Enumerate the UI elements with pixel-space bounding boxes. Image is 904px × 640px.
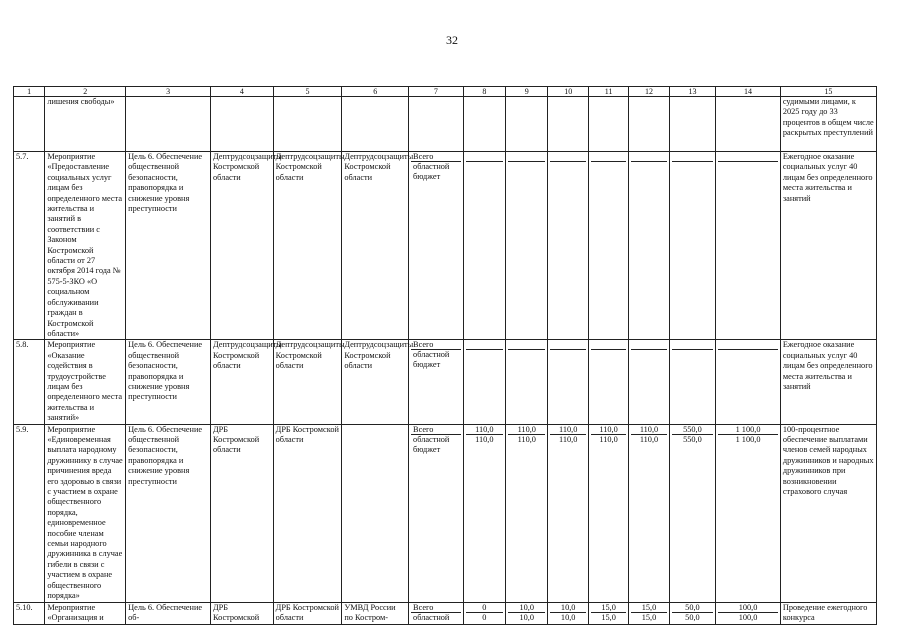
total-value <box>591 152 626 162</box>
total-value <box>508 152 545 162</box>
measure-name: Мероприятие «Единовременная выплата народному дружиннику в случае причинения вреда его здоровью в связи с участием в охране общественного порядка, единовременное пособие членам семьи народного дружинника в случае гибели в связи с участием в охране общественного порядка» <box>45 424 126 602</box>
responsible-executor: Дептрудсоцзащиты Костромской области <box>211 340 274 424</box>
funding-value-cell <box>669 340 715 424</box>
measure-name: Мероприятие «Предоставление социальных услуг лицам без определенного места жительства и занятий в соответствии с Законом Костромской области от 27 октября 2014 года № 575-5-ЗКО «О социальном обслуживании граждан в Костромской области» <box>45 152 126 340</box>
cont-measure-cell: лишения свободы» <box>45 97 126 152</box>
funding-source-cell <box>409 602 464 624</box>
goal-text: Цель 6. Обеспечение об- <box>126 602 211 624</box>
column-number-row <box>14 87 877 97</box>
measure-name: Мероприятие «Организация и <box>45 602 126 624</box>
budget-value: 1 100,0 <box>735 434 761 444</box>
empty-cell <box>588 97 628 152</box>
funding-value-cell <box>716 424 781 602</box>
funding-value-cell <box>669 424 715 602</box>
budget-value <box>631 350 666 360</box>
funding-total-label: Всего <box>411 152 461 162</box>
row-number: 5.9. <box>14 424 45 602</box>
budget-value: 100,0 <box>738 612 758 622</box>
funding-value-cell <box>716 602 781 624</box>
column-number-6: 6 <box>342 87 409 97</box>
funding-value-cell <box>669 152 715 340</box>
total-value: 110,0 <box>466 425 503 435</box>
funding-value-cell <box>548 602 588 624</box>
funding-budget-label: областной <box>413 612 450 622</box>
total-value <box>550 152 585 162</box>
total-value: 50,0 <box>672 603 713 613</box>
budget-value <box>591 162 626 172</box>
funding-value-cell <box>629 424 669 602</box>
funding-budget-label: областной бюджет <box>413 350 450 370</box>
expected-result: Ежегодное оказание социальных услуг 40 лицам без определенного места жительства и занятий <box>780 152 876 340</box>
measure-row <box>14 602 877 624</box>
total-value: 100,0 <box>718 603 778 613</box>
empty-cell <box>669 97 715 152</box>
empty-cell <box>126 97 211 152</box>
budget-value <box>672 162 713 172</box>
co-executor: ДРБ Костромской области <box>273 424 342 602</box>
budget-value <box>466 350 503 360</box>
measure-row <box>14 424 877 602</box>
budget-value: 110,0 <box>475 434 494 444</box>
budget-value: 550,0 <box>683 434 702 444</box>
funding-value-cell <box>588 602 628 624</box>
expected-result: Ежегодное оказание социальных услуг 40 лицам без определенного места жительства и занятий <box>780 340 876 424</box>
expected-result: Проведение ежегодного конкурса <box>780 602 876 624</box>
responsible-executor: ДРБ Костромской <box>211 602 274 624</box>
budget-value: 110,0 <box>599 434 618 444</box>
total-value: 110,0 <box>508 425 545 435</box>
column-number-15: 15 <box>780 87 876 97</box>
column-number-10: 10 <box>548 87 588 97</box>
measure-name: Мероприятие «Оказание содействия в трудоустройстве лицам без определенного места жительства и занятий» <box>45 340 126 424</box>
column-number-13: 13 <box>669 87 715 97</box>
budget-value: 0 <box>482 612 487 622</box>
funding-value-cell <box>463 602 505 624</box>
funding-value-cell <box>463 152 505 340</box>
funding-source-cell <box>409 340 464 424</box>
goal-text: Цель 6. Обеспечение общественной безопасности, правопорядка и снижение уровня преступности <box>126 152 211 340</box>
funding-value-cell <box>588 424 628 602</box>
participant: Дептрудсоцзащиты Костромской области <box>342 340 409 424</box>
column-number-3: 3 <box>126 87 211 97</box>
funding-value-cell <box>463 340 505 424</box>
participant: УМВД России по Костром- <box>342 602 409 624</box>
funding-source-cell <box>409 152 464 340</box>
measure-row <box>14 152 877 340</box>
total-value <box>550 340 585 350</box>
total-value: 110,0 <box>591 425 626 435</box>
funding-budget-label: областной бюджет <box>413 162 450 181</box>
funding-value-cell <box>548 152 588 340</box>
budget-value: 110,0 <box>559 434 578 444</box>
total-value: 550,0 <box>672 425 713 435</box>
funding-total-label: Всего <box>411 425 461 435</box>
column-number-14: 14 <box>716 87 781 97</box>
row-number: 5.7. <box>14 152 45 340</box>
budget-value: 110,0 <box>639 434 659 444</box>
budget-value <box>508 162 545 172</box>
column-number-2: 2 <box>45 87 126 97</box>
budget-value <box>718 162 778 172</box>
co-executor: Дептрудсоцзащиты Костромской области <box>273 152 342 340</box>
total-value <box>631 152 666 162</box>
total-value <box>591 340 626 350</box>
budget-value <box>591 350 626 360</box>
total-value: 0 <box>466 603 503 613</box>
budget-value: 10,0 <box>519 612 535 622</box>
budget-value <box>672 350 713 360</box>
total-value: 10,0 <box>508 603 545 613</box>
column-number-7: 7 <box>409 87 464 97</box>
column-number-8: 8 <box>463 87 505 97</box>
funding-value-cell <box>506 602 548 624</box>
total-value <box>508 340 545 350</box>
budget-value <box>718 350 778 360</box>
participant: Дептрудсоцзащиты Костромской области <box>342 152 409 340</box>
budget-value <box>631 162 666 172</box>
co-executor: ДРБ Костромской области <box>273 602 342 624</box>
budget-value <box>550 162 585 172</box>
empty-cell <box>342 97 409 152</box>
empty-cell <box>716 97 781 152</box>
column-number-1: 1 <box>14 87 45 97</box>
budget-value: 110,0 <box>517 434 536 444</box>
empty-cell <box>409 97 464 152</box>
budget-value: 10,0 <box>560 612 576 622</box>
total-value: 110,0 <box>631 425 666 435</box>
budget-value <box>466 162 503 172</box>
cont-num-cell <box>14 97 45 152</box>
budget-value: 15,0 <box>641 612 657 622</box>
column-number-9: 9 <box>506 87 548 97</box>
row-number: 5.10. <box>14 602 45 624</box>
funding-value-cell <box>716 152 781 340</box>
column-number-12: 12 <box>629 87 669 97</box>
total-value <box>466 340 503 350</box>
total-value: 15,0 <box>591 603 626 613</box>
funding-total-label: Всего <box>411 340 461 350</box>
goal-text: Цель 6. Обеспечение общественной безопасности, правопорядка и снижение уровня преступности <box>126 340 211 424</box>
funding-total-label: Всего <box>411 603 461 613</box>
funding-value-cell <box>548 340 588 424</box>
total-value: 15,0 <box>631 603 666 613</box>
funding-value-cell <box>506 424 548 602</box>
funding-budget-label: областной бюджет <box>413 434 450 454</box>
goal-text: Цель 6. Обеспечение общественной безопасности, правопорядка и снижение уровня преступности <box>126 424 211 602</box>
total-value: 110,0 <box>550 425 585 435</box>
total-value <box>672 340 713 350</box>
empty-cell <box>548 97 588 152</box>
total-value <box>466 152 503 162</box>
funding-value-cell <box>463 424 505 602</box>
column-number-5: 5 <box>273 87 342 97</box>
empty-cell <box>629 97 669 152</box>
continuation-row <box>14 97 877 152</box>
funding-value-cell <box>669 602 715 624</box>
cont-result-cell: судимыми лицами, к 2025 году до 33 процентов в общем числе раскрытых преступлений <box>780 97 876 152</box>
funding-value-cell <box>588 340 628 424</box>
total-value: 10,0 <box>550 603 585 613</box>
row-number: 5.8. <box>14 340 45 424</box>
empty-cell <box>211 97 274 152</box>
funding-value-cell <box>506 152 548 340</box>
empty-cell <box>506 97 548 152</box>
funding-source-cell <box>409 424 464 602</box>
responsible-executor: ДРБ Костромской области <box>211 424 274 602</box>
column-number-11: 11 <box>588 87 628 97</box>
budget-value: 15,0 <box>601 612 616 622</box>
funding-value-cell <box>629 340 669 424</box>
co-executor: Дептрудсоцзащиты Костромской области <box>273 340 342 424</box>
total-value <box>672 152 713 162</box>
responsible-executor: Дептрудсоцзащиты Костромской области <box>211 152 274 340</box>
funding-value-cell <box>629 602 669 624</box>
page-number: 32 <box>446 33 458 47</box>
measure-row <box>14 340 877 424</box>
total-value <box>718 340 778 350</box>
total-value: 1 100,0 <box>718 425 778 435</box>
total-value <box>718 152 778 162</box>
budget-value <box>550 350 585 360</box>
empty-cell <box>463 97 505 152</box>
funding-value-cell <box>716 340 781 424</box>
funding-value-cell <box>629 152 669 340</box>
participant <box>342 424 409 602</box>
expected-result: 100-процентное обеспечение выплатами членов семей народных дружинников и народных дружинников при возникновении страхового случая <box>780 424 876 602</box>
funding-value-cell <box>506 340 548 424</box>
empty-cell <box>273 97 342 152</box>
funding-value-cell <box>548 424 588 602</box>
column-number-4: 4 <box>211 87 274 97</box>
funding-value-cell <box>588 152 628 340</box>
budget-value: 50,0 <box>685 612 700 622</box>
total-value <box>631 340 666 350</box>
program-measures-table <box>13 86 877 625</box>
budget-value <box>508 350 545 360</box>
